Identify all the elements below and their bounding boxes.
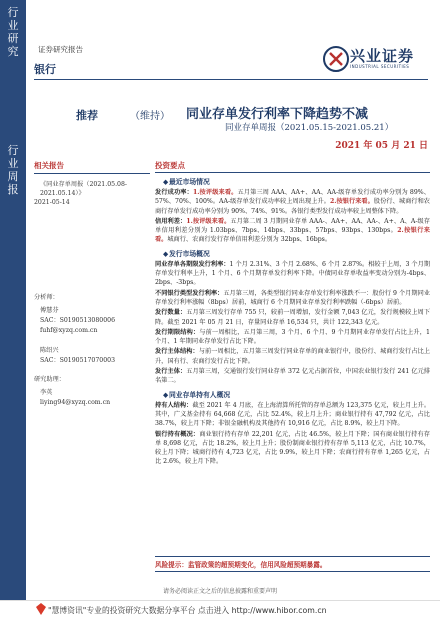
related-item[interactable]: 《同业存单周报（2021.05.08-2021.05.14）》 (40, 181, 128, 197)
header-divider (34, 79, 428, 80)
analyst-1 (40, 306, 115, 336)
footer-link[interactable]: "慧博资讯"专业的投资研究大数据分享平台 点击进入 http://www.hibor.com.cn (48, 606, 327, 615)
section-heading: ◆同业存单持有人概况 (163, 390, 231, 399)
page-title: 同业存单发行利率下降趋势不减 (186, 107, 369, 122)
paragraph: 银行持有概况：商业银行持有存单 22,201 亿元，占比 46.5%，较上月下降；国有商业银行持有存单 8,698 亿元，占比 18.2%，较上月上升；股份制商业银行持有存单 5,113 亿元，占比 10.7%，较上月下降；城商行持有 4,723 亿元，占比 9.9%，较上月下降；农商行持有存单 1,265 亿元，占比 2.6%，较上月下降。 (155, 430, 430, 466)
assistant-role: 研究助理： (34, 376, 65, 383)
sidebar-band (0, 0, 26, 606)
page-subtitle: 同业存单周报（2021.05.15-2021.05.21） (225, 123, 394, 133)
paragraph: 发行主体结构：与前一周相比，五月第三周发行同业存单的商业银行中，股份行、城商行发行占比上升，国有行、农商行发行占比下降。 (155, 348, 431, 365)
report-date: 2021 年 05 月 21 日 (335, 141, 428, 151)
paragraph: 发行期限结构：与前一周相比，五月第三周，3 个月、6 个月、9 个月期同业存单发行占比上升，1 个月、1 年期同业存单发行占比下降。 (155, 328, 430, 346)
analyst-name: 陈绍兴 (40, 347, 59, 354)
analyst-2 (40, 346, 115, 366)
hibor-logo-icon (36, 603, 46, 615)
paragraph: 信用利差：1.按评级来看。五月第二周 3 月期同业存单 AAA-、AA+、AA、AA-、A+、A、A-级存单信用利差分别为 1.03bps、7bps、14bps、33bps、57bps、93bps、130bps。2.按银行来看。城商行、农商行发行存单信用利差分别为 32bps、16bps。 (155, 217, 430, 244)
paragraph: 同业存单各期限发行利率：1 个月 2.31%、3 个月 2.68%、6 个月 2.87%。相较于上周，3 个月期存单发行利率上升，1 个月、6 个月期存单发行利率下降。中债同业存单收益率变动分别为-4bps、2bps、-3bps。 (155, 260, 431, 287)
rating-label: 推荐 (76, 109, 98, 122)
sidebar-mid-label: 行 业 周 报 (7, 144, 19, 196)
paragraph: 不同银行类型发行利率：五月第三周，各类型银行同业存单发行利率涨跌不一：股份行 9 个月期同业存单发行利率涨幅（8bps）居前，城商行 6 个月期同业存单发行利率跌幅（-6bps）居前。 (155, 289, 430, 306)
section-heading: ◆最近市场情况 (163, 178, 210, 186)
paragraph: 发行成功率：1.按评级来看。五月第三周 AAA、AA+、AA、AA-级存单发行成功率分别为 89%、57%、70%、100%。AA-级存单发行成功率较上周出现上升。2.按银行来看。股份行、城商行和农商行存单发行成功率分别为 90%、74%、91%。各银行类型发行成功率较上周整体下降。 (155, 189, 430, 215)
analyst-3 (40, 388, 110, 408)
analyst-email[interactable]: fuhf@xyzq.com.cn (40, 327, 98, 334)
analyst-name: 傅慧芬 (40, 307, 59, 314)
sidebar-top-label: 行 业 研 究 (7, 6, 19, 58)
related-heading: 相关报告 (34, 160, 150, 174)
investment-points (155, 160, 430, 468)
paragraph: 发行数量：五月第三周发行存单 755 只，较前一周增加，发行金额 7,043 亿元，发行规模较上周下降。截至 2021 年 05 月 21 日，存量同业存单 16,534 只，共计 122,343 亿元。 (155, 309, 431, 326)
analyst-name: 李英 (40, 389, 53, 396)
brand-name: 兴业证券 (350, 47, 415, 65)
risk-warning: 风险提示：监管政策的超预期变化，信用风险超预期暴露。 (155, 556, 430, 572)
analyst-role: 分析师： (34, 294, 59, 301)
analyst-sac: SAC：S0190517070003 (40, 357, 116, 364)
section-heading: ◆发行市场概况 (163, 249, 210, 258)
brand-sub: INDUSTRIAL SECURITIES (350, 64, 410, 69)
related-item-date: 2021-05-14 (34, 199, 70, 206)
paragraph: 持有人结构：截至 2021 年 4 月底，在上海清算所托管的存单总额为 123,375 亿元，较上月上升。其中，广义基金持有 64,668 亿元，占比 52.4%，较上月上升；商业银行持有 47,792 亿元，占比 38.7%，较上月下降；非银金融机构及其他持有 10,916 亿元，占比 8.9%，较上月下降。 (155, 401, 431, 428)
rating-value: （维持） (130, 111, 170, 122)
sector-label: 银行 (34, 63, 56, 76)
analyst-sac: SAC：S0190513080006 (40, 317, 116, 324)
points-heading: 投资要点 (155, 160, 430, 173)
report-type: 证券研究报告 (38, 45, 83, 54)
left-column (34, 160, 150, 207)
paragraph: 发行主体：五月第三周，交通银行发行同业存单 372 亿元占据首位，中国农业银行发行 241 亿元排名第二。 (155, 368, 430, 385)
disclaimer: 请务必阅读正文之后的信息披露和重要声明 (162, 588, 277, 595)
analyst-email[interactable]: liying94@xyzq.com.cn (40, 399, 111, 406)
